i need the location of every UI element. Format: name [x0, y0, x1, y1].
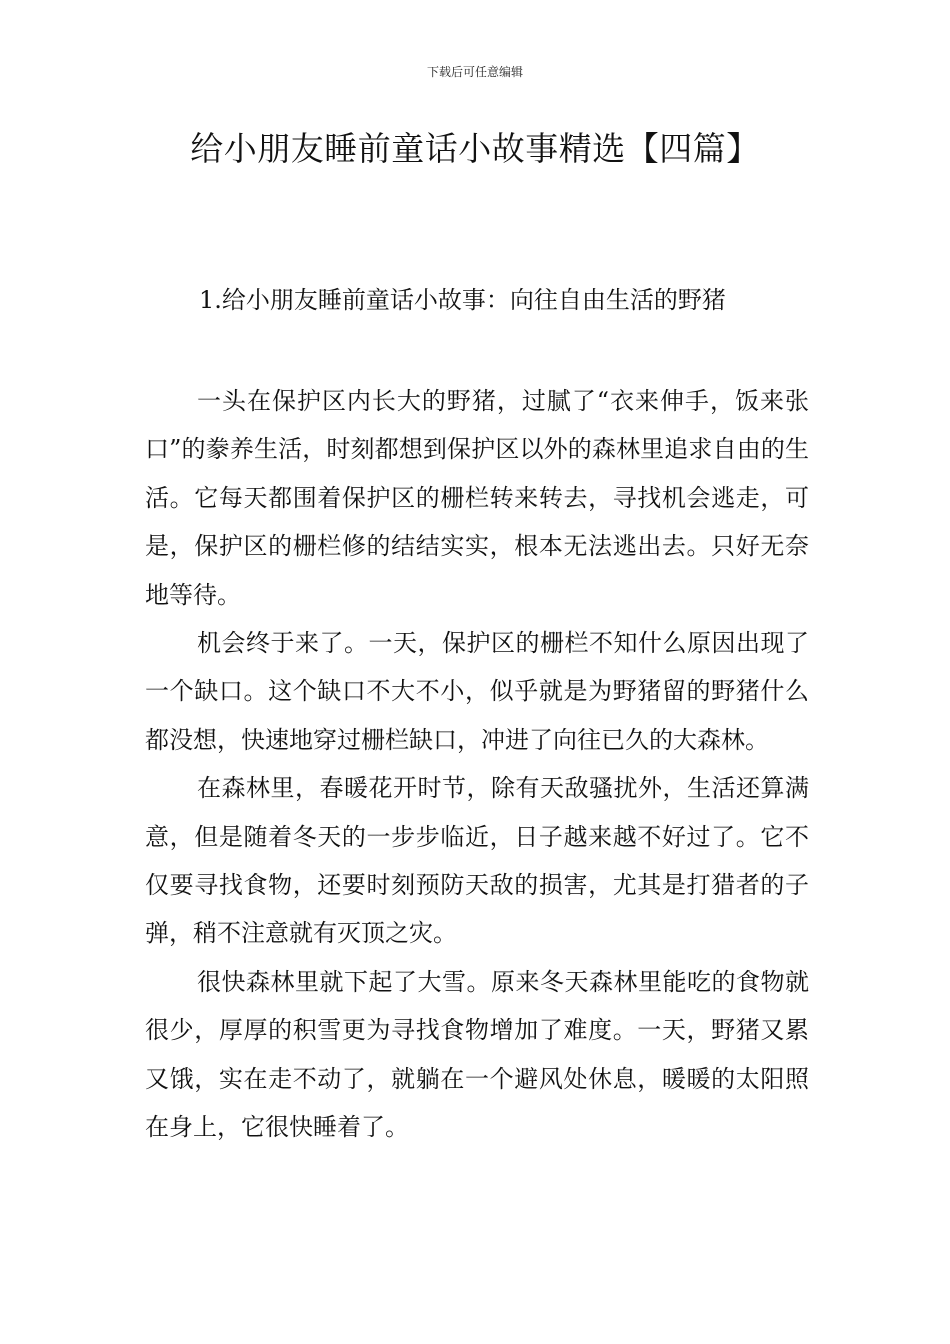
paragraph-3: 在森林里，春暖花开时节，除有天敌骚扰外，生活还算满意，但是随着冬天的一步步临近，日子越来越不好过了。它不仅要寻找食物，还要时刻预防天敌的损害，尤其是打猎者的子弹，稍不注意就有灭顶之灾。 [145, 774, 809, 948]
paragraph-1: 一头在保护区内长大的野猪，过腻了“衣来伸手，饭来张口”的豢养生活，时刻都想到保护区以外的森林里追求自由的生活。它每天都围着保护区的栅栏转来转去，寻找机会逃走，可是，保护区的栅栏修的结结实实，根本无法逃出去。只好无奈地等待。 [145, 387, 809, 609]
paragraph-4: 很快森林里就下起了大雪。原来冬天森林里能吃的食物就很少，厚厚的积雪更为寻找食物增加了难度。一天，野猪又累又饿，实在走不动了，就躺在一个避风处休息，暖暖的太阳照在身上，它很快睡着了。 [145, 967, 809, 1142]
paragraph-2: 机会终于来了。一天，保护区的栅栏不知什么原因出现了一个缺口。这个缺口不大不小，似乎就是为野猪留的野猪什么都没想，快速地穿过栅栏缺口，冲进了向往已久的大森林。 [145, 629, 809, 754]
section-heading: 1.给小朋友睡前童话小故事：向往自由生活的野猪 [199, 286, 726, 314]
story-body [145, 377, 809, 1152]
page-header-note: 下载后可任意编辑 [426, 65, 523, 79]
document-title: 给小朋友睡前童话小故事精选【四篇】 [190, 129, 760, 168]
